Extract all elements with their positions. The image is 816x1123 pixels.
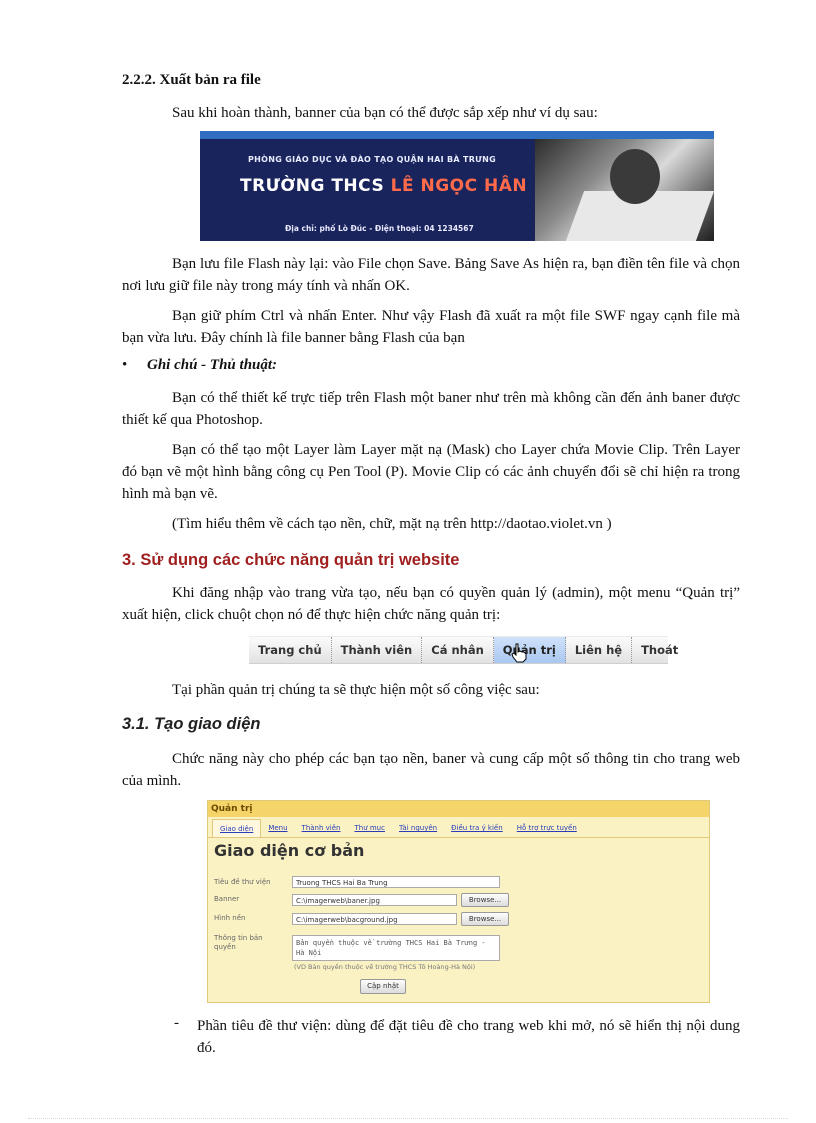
nav-item-logout[interactable]: Thoát: [641, 643, 679, 657]
paragraph-export-swf: Bạn giữ phím Ctrl và nhấn Enter. Như vậy Flash đã xuất ra một file SWF ngay cạnh file mà bạn vừa lưu. Đây chính là file banner bằng Flash của bạn: [122, 308, 740, 346]
banner-photo-student: [610, 149, 660, 204]
copyright-label: Thông tin bản quyền: [214, 934, 263, 951]
section-heading-2-2-2: 2.2.2. Xuất bản ra file: [122, 72, 261, 88]
banner-top-strip: [200, 131, 714, 139]
library-title-input[interactable]: Truong THCS Hai Ba Trung: [292, 876, 500, 888]
library-title-label: Tiêu đề thư viện: [214, 878, 271, 886]
banner-title-part-a: TRƯỜNG THCS: [240, 176, 391, 196]
nav-item-personal[interactable]: Cá nhân: [422, 637, 494, 663]
admin-interface-panel: [207, 800, 710, 1003]
bullet-symbol: •: [122, 357, 128, 373]
nav-item-contact[interactable]: Liên hệ: [566, 637, 632, 663]
section-heading-3: 3. Sử dụng các chức năng quản trị website: [122, 551, 460, 569]
update-button[interactable]: Cập nhật: [360, 979, 406, 994]
paragraph-banner-intro: Sau khi hoàn thành, banner của bạn có thể được sắp xếp như ví dụ sau:: [172, 105, 598, 121]
nav-item-home[interactable]: Trang chủ: [249, 637, 332, 663]
admin-panel-title: Quản trị: [208, 801, 709, 817]
hand-cursor-icon: [510, 643, 528, 663]
nav-item-members[interactable]: Thành viên: [332, 637, 423, 663]
banner-browse-button[interactable]: Browse...: [461, 893, 509, 907]
paragraph-note-1: Bạn có thể thiết kế trực tiếp trên Flash một baner như trên mà không cần đến ảnh baner được thiết kế qua Photoshop.: [122, 390, 740, 428]
paragraph-library-title-desc: Phần tiêu đề thư viện: dùng để đặt tiêu đề cho trang web khi mở, nó sẽ hiển thị nội dung đó.: [197, 1018, 740, 1056]
tab-interface[interactable]: Giao diện: [212, 819, 261, 837]
copyright-hint: (VD Bản quyền thuộc về trường THCS Tô Hoàng-Hà Nội): [294, 963, 476, 971]
tab-survey[interactable]: Điều tra ý kiến: [451, 824, 503, 832]
tab-online-support[interactable]: Hỗ trợ trực tuyến: [516, 824, 577, 832]
tab-folders[interactable]: Thư mục: [354, 824, 385, 832]
background-path-input[interactable]: C:\imagerweb\bacground.jpg: [292, 913, 457, 925]
site-nav-menu: [249, 636, 679, 664]
banner-school-title: [240, 176, 527, 196]
background-browse-button[interactable]: Browse...: [461, 912, 509, 926]
banner-image: [200, 131, 714, 241]
banner-path-input[interactable]: C:\imagerweb\baner.jpg: [292, 894, 457, 906]
banner-label: Banner: [214, 895, 240, 903]
tab-members[interactable]: Thành viên: [301, 824, 341, 832]
admin-panel-heading: Giao diện cơ bản: [214, 841, 365, 860]
admin-tabs: [212, 819, 584, 837]
background-label: Hình nền: [214, 914, 246, 922]
paragraph-admin-tasks: Tại phần quản trị chúng ta sẽ thực hiện một số công việc sau:: [172, 682, 540, 698]
banner-photo: [535, 139, 714, 241]
copyright-textarea[interactable]: Bản quyền thuộc về trường THCS Hai Bà Trưng - Hà Nội: [292, 935, 500, 961]
tab-resources[interactable]: Tài nguyên: [398, 824, 438, 832]
section-heading-3-1: 3.1. Tạo giao diện: [122, 715, 261, 733]
banner-address: Địa chỉ: phố Lò Đúc - Điện thoại: 04 1234567: [285, 224, 474, 233]
paragraph-admin-menu: Khi đăng nhập vào trang vừa tạo, nếu bạn có quyền quản lý (admin), một menu “Quản trị” xuất hiện, click chuột chọn nó để thực hiện chức năng quản trị:: [122, 585, 740, 623]
page-bottom-border: [28, 1118, 788, 1119]
paragraph-create-interface: Chức năng này cho phép các bạn tạo nền, baner và cung cấp một số thông tin cho trang web của mình.: [122, 751, 740, 789]
paragraph-save-file: Bạn lưu file Flash này lại: vào File chọn Save. Bảng Save As hiện ra, bạn điền tên file và chọn nơi lưu giữ file này trong máy tính và nhấn OK.: [122, 256, 740, 294]
tabs-divider: [208, 837, 709, 838]
paragraph-reference-link: (Tìm hiểu thêm về cách tạo nền, chữ, mặt nạ trên http://daotao.violet.vn ): [172, 516, 612, 532]
banner-department-line: PHÒNG GIÁO DỤC VÀ ĐÀO TẠO QUẬN HAI BÀ TRƯNG: [248, 155, 497, 164]
banner-title-part-b: LÊ NGỌC HÂN: [390, 176, 528, 196]
paragraph-note-2: Bạn có thể tạo một Layer làm Layer mặt nạ (Mask) cho Layer chứa Movie Clip. Trên Layer đó bạn vẽ một hình bằng công cụ Pen Tool (P). Movie Clip có các ảnh chuyển đổi sẽ chỉ hiện ra trong hình mà bạn vẽ.: [122, 442, 740, 502]
dash-symbol: -: [174, 1015, 179, 1031]
tab-menu[interactable]: Menu: [268, 824, 288, 832]
nav-item-admin[interactable]: Quản trị: [494, 637, 566, 663]
note-heading: Ghi chú - Thủ thuật:: [147, 357, 278, 373]
